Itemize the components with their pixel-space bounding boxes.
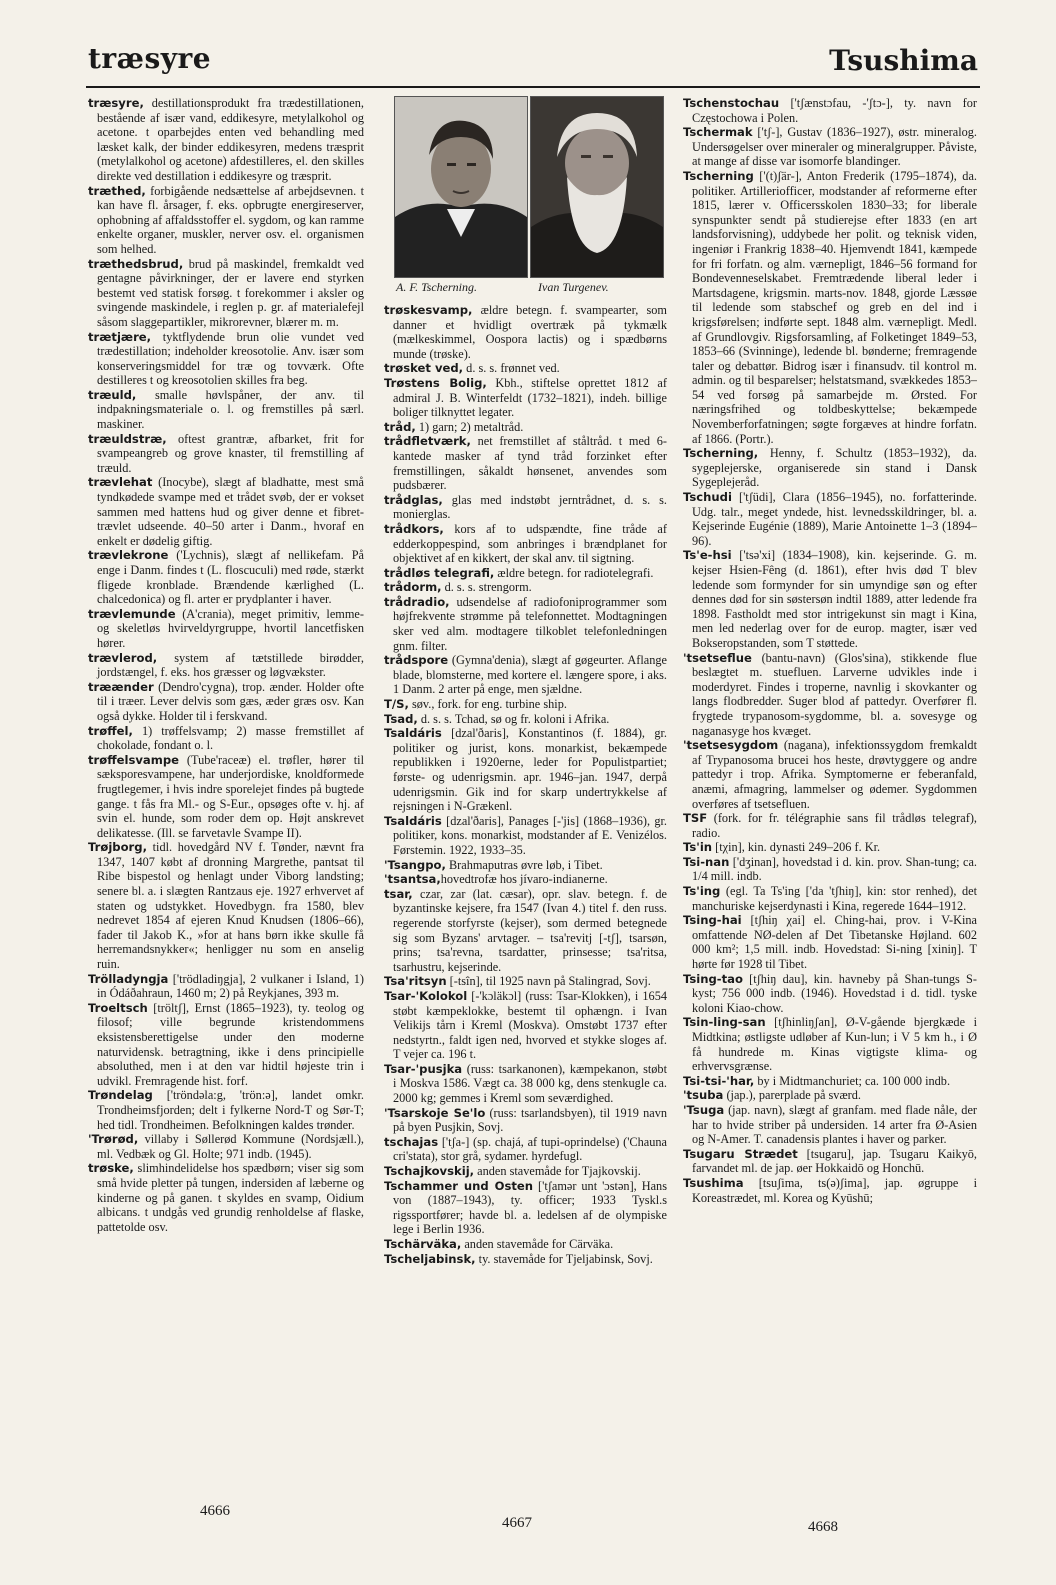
entry-definition: (bantu-navn) (Glos'sina), stikkende flue beslægtet m. stuefluen. Larverne udvikles inde i moderdyret. Findes i troperne, navnlig i skovkanter og langs flodbredder. Suger blod af pattedyr. Overfører fl. frygtede trypanosom-sygdomme, bl. a. sovesyge og naganasyge hos kvæget.: [692, 650, 977, 738]
entry-definition: slimhindelidelse hos spædbørn; viser sig som små hvide pletter på tungen, indersiden af læberne og kinderne og på ganen. t skyldes en svamp, Oidium albicans. t undgås ved grundig renholdelse af flaske, pattetolde osv.: [97, 1161, 364, 1234]
entry-headword: trådspore: [384, 653, 449, 668]
entry-definition: (jap.), parerplade på sværd.: [723, 1088, 861, 1103]
entry-headword: Tsugaru Strædet: [683, 1146, 798, 1161]
dictionary-entry: [683, 446, 977, 490]
dictionary-entry: [88, 753, 364, 841]
dictionary-entry: [683, 490, 977, 548]
entry-definition: (egl. Ta Ts'ing ['da 'tʃhiŋ], kin: stor renhed), det manchuriske kejserdynasti i Kina, regerede 1644–1912.: [692, 884, 977, 913]
entry-headword: Tsing-tao: [683, 971, 743, 986]
entry-definition: forbigående nedsættelse af arbejdsevnen. t kan have fl. årsager, f. eks. opbrugte energireserver, ophobning af affaldsstoffer el. sygdom, og kan ramme enkelte organer, muskler, nerver osv. el. organismen som helhed.: [97, 183, 364, 256]
entry-headword: Tsar-'Kolokol: [384, 988, 468, 1003]
entry-headword: trævlehat: [88, 475, 153, 490]
entry-headword: Troeltsch: [88, 1000, 148, 1015]
page-number-right: 4668: [808, 1519, 838, 1535]
entry-definition: tyktflydende brun olie vundet ved trædestillation; indeholder kreosotolie. Anv. især som konserveringsmiddel for træ og tovværk. Ofte destilleres t og kreosotolien skilles fra beg.: [97, 329, 364, 388]
dictionary-entry: [384, 697, 667, 712]
entry-headword: Tschärväka,: [384, 1237, 462, 1251]
dictionary-entry: [384, 493, 667, 522]
dictionary-entry: [88, 330, 364, 388]
entry-headword: 'Tsangpo,: [384, 857, 446, 872]
entry-definition: 1) garn; 2) metaltråd.: [415, 419, 524, 434]
column-3: [683, 96, 977, 1491]
entry-headword: 'Tsarskoje Se'lo: [384, 1105, 486, 1120]
entry-headword: Tschenstochau: [683, 96, 780, 110]
entry-definition: (russ: tsarlandsbyen), til 1919 navn på byen Pusjkin, Sovj.: [393, 1105, 667, 1135]
page-number-middle: 4667: [502, 1515, 532, 1531]
dictionary-entry: [683, 169, 977, 446]
dictionary-entry: [683, 811, 977, 840]
dictionary-entry: [88, 475, 364, 548]
entry-headword: Trøjborg,: [88, 840, 147, 855]
dictionary-entry: [88, 257, 364, 330]
entry-headword: Tsad,: [384, 711, 418, 726]
dictionary-entry: [683, 1103, 977, 1147]
entry-definition: [tsugaru], jap. Tsugaru Kaikyō, farvandet ml. de jap. øer Hokkaidō og Honchū.: [692, 1146, 977, 1176]
entry-definition: ['tʃænstɔfau, -'ʃtɔ-], ty. navn for Częstochowa i Polen.: [692, 96, 977, 125]
entry-definition: (Inocybe), slægt af bladhatte, mest små tyndkødede svampe med et trådet svøb, der er vokset sammen med hattens hud og giver denne et fibret-trævlet udseende. 40–50 arter i Danm., hvoraf en enkelt er dødelig giftig.: [97, 475, 364, 548]
entry-definition: brud på maskindel, fremkaldt ved gentagne påvirkninger, der er lavere end styrken bestemt ved statisk forsøg. t forekommer i aksler og svingende maskindele, i reglen p. gr. af materialefejl såsom slaggepartikler, mikrorevner, blærer m. m.: [97, 256, 364, 329]
entry-definition: [tröltʃ], Ernst (1865–1923), ty. teolog og filosof; ville begrunde kristendommens eksistensberettigelse under den moderne naturvidensk. betragtning, ikke i dens principielle absoluthed, men i at den var hidtil højeste trin i udvikl. Fremragende hist. forf.: [97, 1000, 364, 1088]
dictionary-entry: [88, 607, 364, 651]
dictionary-entry: [88, 680, 364, 724]
dictionary-entry: [384, 872, 667, 887]
entry-definition: (A'crania), meget primitiv, lemme- og skeletløs hvirveldyrgruppe, hvortil lancetfisken hører.: [97, 606, 364, 650]
column-2: [384, 96, 667, 1491]
dictionary-entry: [683, 651, 977, 739]
entry-headword: trøffel,: [88, 723, 133, 738]
entry-definition: ['(t)ʃär-], Anton Frederik (1795–1874), da. politiker. Artilleriofficer, modstander af reformerne efter 1815, lærer v. Officersskolen 1830–33; for liberale synspunkter sendt på studierejse efter 1833 (en art landsforvisning), uddybede her polit. og teknisk viden, ingeniør i Frankrig 1838–40. Hjemvendt 1841, kæmpede for fri forfatn. og alm. værnepligt, 1846–56 formand for Bondevenneselskabet. Fremtrædende liberal leder i Martsdagene, krigsmin. marts-nov. 1848, gjorde Læssøe til ledende som stabschef og greb en del ind i krigsførelsen; indførte sept. 1848 alm. værnepligt. Medl. af Grundlovgiv. Rigsforsamling, af Folketinget 1849–53, 1853–66 (Svinninge), ledende bl. bønderne; fremragende taler og debattør. Bidrog især i finansudv. til kontrol m. admin. og til besparelser; helstatsmand, svækkedes 1853–54 ved forsøg på samarbejde m. Ørsted. For næringsfrihed og toldbeskyttelse; bekæmpede Novemberforfatningen; søgte forgæves at hindre forfatn. af 1866. (Portr.).: [692, 168, 977, 446]
portrait-figure: [384, 96, 667, 299]
running-head-left: træsyre: [88, 42, 212, 75]
entry-headword: trøffelsvampe: [88, 752, 179, 767]
entry-headword: TSF: [683, 811, 708, 826]
entry-headword: Tsushima: [683, 1175, 744, 1190]
entry-headword: Tsaldáris: [384, 813, 442, 828]
dictionary-entry: [88, 96, 364, 184]
entry-headword: Tscherning,: [683, 446, 759, 461]
entry-headword: træthed,: [88, 183, 146, 198]
entry-headword: Tschajkovskij,: [384, 1164, 475, 1179]
entry-headword: tschajas: [384, 1134, 439, 1149]
dictionary-entry: [384, 1164, 667, 1179]
dictionary-entry: [384, 726, 667, 814]
entry-headword: Tsin-ling-san: [683, 1015, 766, 1030]
caption-tscherning: A. F. Tscherning.: [396, 280, 478, 294]
entry-headword: Ts'in: [683, 840, 713, 855]
entry-headword: Tsaldáris: [384, 726, 442, 741]
entry-headword: trævlemunde: [88, 606, 176, 621]
entry-headword: Tscheljabinsk,: [384, 1251, 476, 1266]
entry-definition: [tʃhinliŋʃan], Ø-V-gående bjergkæde i Midtkina; østligste udløber af Kun-lun; i V 5 km h., i Ø få hundrede m. Kinas vigtigste klima- og erhvervsgrænse.: [692, 1015, 977, 1074]
portrait-turgenev: [530, 96, 664, 278]
dictionary-entry: [683, 1088, 977, 1103]
dictionary-entry: [88, 388, 364, 432]
entry-headword: trøskesvamp,: [384, 303, 473, 317]
entry-definition: anden stavemåde for Tjajkovskij.: [474, 1164, 641, 1179]
entry-definition: system af tætstillede birødder, jordstængel, f. eks. hos græsser og løgvækster.: [97, 650, 364, 680]
dictionary-entry: [384, 361, 667, 376]
dictionary-entry: [683, 738, 977, 811]
dictionary-entry: [384, 989, 667, 1062]
dictionary-entry: [384, 1135, 667, 1164]
entry-definition: Henny, f. Schultz (1853–1932), da. sygeplejerske, organiserede sin stand i Dansk Sygeplejeråd.: [692, 446, 977, 490]
dictionary-entry: [384, 420, 667, 435]
dictionary-entry: [384, 814, 667, 858]
entry-definition: smalle høvlspåner, der anv. til indpakningsmateriale o. l. og fremstilles på særl. maskiner.: [97, 387, 364, 432]
entry-headword: Tsi-tsi-'har,: [683, 1073, 755, 1088]
entry-definition: [-'kɔläkɔl] (russ: Tsar-Klokken), i 1654 støbt kæmpeklokke, bestemt til ophængn. i Ivan Velikijs tårn i Kreml (Moskva). Omstøbt 1737 efter nedstyrtn., faldt igen ned, hvorved et stykke sloges af. T vejer ca. 196 t.: [393, 988, 667, 1062]
entry-definition: by i Midtmanchuriet; ca. 100 000 indb.: [754, 1073, 951, 1088]
entry-definition: destillationsprodukt fra trædestillationen, bestående af især vand, eddikesyre, metylalkohol og acetone. t oparbejdes enten ved behandling med læsket kalk, der binder eddikesyren, medens træsprit (metylalkohol og acetone) afdestilleres, el. den skilles direkte ved destillation i eddikesyre og træsprit.: [97, 96, 364, 183]
dictionary-entry: [384, 376, 667, 420]
column-1: [88, 96, 364, 1491]
entry-definition: czar, zar (lat. cæsar), opr. slav. betegn. f. de byzantinske kejsere, fra 1547 (Ivan 4.) titel f. den russ. regerende storfyrste (kejser), som dermed betegnede sig som Byzans' arvtager. – tsa'revitj [-tʃ], tsarsøn, prins; tsa'revna, tsardatter, prinsesse; tsa'ritsa, tsarhustru, kejserinde.: [393, 886, 667, 974]
dictionary-entry: [384, 522, 667, 566]
entry-headword: trådkors,: [384, 521, 444, 536]
entry-headword: trådløs telegrafi,: [384, 565, 495, 580]
entry-headword: Tsar-'pusjka: [384, 1061, 463, 1076]
dictionary-entry: [88, 724, 364, 753]
dictionary-entry: [683, 855, 977, 884]
entry-definition: (Gymna'denia), slægt af gøgeurter. Aflange blade, blomsterne, med kortere el. længere spore, i aks. 1 Danm. 2 arter på enge, men sjældne.: [393, 653, 667, 697]
entry-definition: ['tʃ-], Gustav (1836–1927), østr. mineralog. Undersøgelser over mineraler og mineralgrupper. Påviste, at mange af disse var isomorfe blandinger.: [692, 125, 977, 169]
entry-headword: trævlerod,: [88, 650, 158, 665]
entry-headword: 'tsantsa,: [384, 872, 441, 887]
portrait-tscherning: [394, 96, 528, 278]
dictionary-entry: [683, 548, 977, 650]
dictionary-entry: [88, 1001, 364, 1089]
dictionary-entry: [683, 1176, 977, 1205]
dictionary-entry: [384, 712, 667, 727]
dictionary-entry: [88, 972, 364, 1001]
entry-definition: ['trödladiŋgja], 2 vulkaner i Island, 1) in Ódáðahraun, 1460 m; 2) på Reykjanes, 393 m.: [97, 971, 364, 1001]
entry-headword: træsyre,: [88, 96, 144, 110]
dictionary-entry: [88, 840, 364, 971]
entry-headword: trætjære,: [88, 329, 152, 344]
entry-definition: 1) trøffelsvamp; 2) masse fremstillet af chokolade, fondant o. l.: [97, 723, 364, 753]
entry-headword: Ts'e-hsi: [683, 548, 732, 563]
entry-headword: trøske,: [88, 1161, 134, 1176]
entry-definition: villaby i Søllerød Kommune (Nordsjæll.), ml. Vedbæk og Gl. Holte; 971 indb. (1945).: [97, 1132, 364, 1161]
entry-headword: Tschammer und Osten: [384, 1178, 534, 1193]
entry-definition: (Tube'raceæ) el. trøfler, hører til sæksporesvampene, har underjordiske, knoldformede frugtlegemer, i hvis indre sporelejet findes på bugtede gange. t fås fra Ml.- og S-Eur., opsøges ofte v. hj. af svin el. hunde, som roder dem op. Højt anskrevet delikatesse. (Ill. se farvetavle Svampe II).: [97, 752, 364, 840]
dictionary-entry: [384, 974, 667, 989]
entry-headword: 'Tsuga: [683, 1102, 725, 1117]
entry-definition: [dzal'ðaris], Panages [-'jis] (1868–1936), gr. politiker, kons. monarkist, modstander af E. Venizélos. Førstemin. 1922, 1933–35.: [393, 813, 667, 857]
entry-definition: [tʃhiŋ χai] el. Ching-hai, prov. i V-Kina omfattende NØ-delen af Det Tibetanske Højland. 602 000 km²; 1,5 mill. indb. Hovedstad: Si-ning [xiniŋ]. T hørte før 1928 til Tibet.: [692, 913, 977, 972]
entry-definition: kors af to udspændte, fine tråde af edderkoppespind, som anbringes i brændplanet for objektivet af en kikkert, der skal anv. til sigtning.: [393, 521, 667, 566]
entry-headword: trådradio,: [384, 594, 450, 609]
entry-headword: tråd,: [384, 419, 416, 434]
header-rule: [86, 86, 980, 88]
entry-definition: ty. stavemåde for Tjeljabinsk, Sovj.: [475, 1251, 653, 1266]
entry-headword: træthedsbrud,: [88, 256, 184, 271]
entry-headword: 'tsuba: [683, 1088, 724, 1103]
entry-headword: Tsing-hai: [683, 913, 742, 928]
dictionary-entry: [683, 913, 977, 971]
entry-definition: ['tʃa-] (sp. chajá, af tupi-oprindelse) ('Chauna cri'stata), stor grå, sydamer. hyrdefugl.: [393, 1134, 667, 1164]
entry-headword: trådglas,: [384, 492, 443, 507]
entry-headword: T/S,: [384, 697, 409, 712]
entry-headword: Trøstens Bolig,: [384, 375, 487, 390]
entry-definition: søv., fork. for eng. turbine ship.: [408, 697, 567, 712]
entry-definition: (nagana), infektionssygdom fremkaldt af Trypanosoma brucei hos heste, drøvtyggere og andre pattedyr i trop. Afrika. Symptomerne er feberanfald, anæmi, afmagring, lammelser og ødemer. Sygdommen overføres af tsetsefluen.: [692, 738, 977, 811]
dictionary-entry: [683, 1147, 977, 1176]
entry-definition: anden stavemåde for Cärväka.: [461, 1237, 614, 1251]
entry-definition: udsendelse af radiofoniprogrammer som højfrekvente strømme på telefonnettet. Modtagningen sker ved alm. modtagere tilkoblet telefonledningen gnm. filter.: [393, 594, 667, 653]
dictionary-entry: [88, 651, 364, 680]
entry-headword: Trøndelag: [88, 1088, 153, 1103]
entry-definition: (russ: tsarkanonen), kæmpekanon, støbt i Moskva 1586. Vægt ca. 38 000 kg, dens stenkugle ca. 2000 kg; gemmes i Kreml som seværdighed.: [393, 1061, 667, 1106]
entry-definition: ['tsə'xi] (1834–1908), kin. kejserinde. G. m. kejser Hsien-Fêng (d. 1861), efter hvis død T blev ledende som formynder for sin umyndige søn og efter dennes død for sin søstersøn indtil 1889, atter ledende fra 1898. Fastholdt med stor intrigekunst sin magt i Kina, men led nederlag over for de europ. magter, især ved Bokseropstanden, som T støttede.: [692, 548, 977, 650]
entry-definition: (Dendro'cygna), trop. ænder. Holder ofte til i træer. Lever delvis som gæs, æder græs osv. Kan også dykke. Holder til i ferskvand.: [97, 679, 364, 723]
entry-headword: 'Trørød,: [88, 1132, 139, 1147]
entry-definition: [tsuʃima, ts(ə)ʃima], jap. øgruppe i Koreastrædet, ml. Korea og Kyūshū;: [692, 1175, 977, 1205]
dictionary-entry: [683, 1015, 977, 1073]
entry-definition: ['tʃamər unt 'ɔstən], Hans von (1887–1943), ty. officer; 1933 Tyskl.s rigssportfører; havde bl. a. ledelsen af de olympiske lege i Berlin 1936.: [393, 1178, 667, 1237]
dictionary-entry: [384, 434, 667, 492]
entry-definition: [tʃhiŋ dau], kin. havneby på Shan-tungs S-kyst; 756 000 indb. (1946). Hovedstad i d. tidl. tyske koloni Kiao-chow.: [692, 971, 977, 1015]
entry-headword: træuldstræ,: [88, 431, 167, 446]
entry-headword: 'tsetsesygdom: [683, 738, 779, 753]
dictionary-entry: [384, 595, 667, 653]
dictionary-entry: [683, 1074, 977, 1089]
entry-definition: tidl. hovedgård NV f. Tønder, nævnt fra 1347, 1407 købt af dronning Margrethe, pantsat til Ribe bispestol og henlagt under Viborg landsting; senere bl. a. i slægten Rantzaus eje. 1927 erhvervet af staten og udstykket. Hovedbygn. fra 1580, blev nedrevet 1854 af ejeren Knud Knudsen (1806–66), fader til Jakob K., »for at hans børn ikke skulle få herremandsnykker«; henligger nu som en anselig ruin.: [97, 840, 364, 972]
entry-headword: trådorm,: [384, 580, 442, 595]
entry-definition: Kbh., stiftelse oprettet 1812 af admiral J. B. Winterfeldt (1732–1821), indeh. billige boliger tilknyttet legater.: [393, 375, 667, 420]
dictionary-entry: [683, 972, 977, 1016]
entry-headword: 'tsetseflue: [683, 650, 752, 665]
entry-definition: ['tʃüdi], Clara (1856–1945), no. forfatterinde. Udg. talr., meget yndede, hist. levnedsskildringer, bl. a. Kejserinde Eugénie (1889), Marie Antoinette 1–3 (1894–96).: [692, 490, 977, 548]
entry-definition: oftest grantræ, afbarket, frit for svampeangreb og grove knaster, til fremstilling af træuld.: [97, 431, 364, 475]
dictionary-entry: [384, 566, 667, 581]
dictionary-entry: [683, 840, 977, 855]
column-2-entries: [384, 303, 667, 1266]
entry-headword: Tschudi: [683, 490, 732, 505]
entry-definition: d. s. s. strengorm.: [441, 580, 532, 595]
entry-definition: hovedtrofæ hos jívaro-indianerne.: [440, 872, 608, 887]
entry-definition: ældre betegn. for radiotelegrafi.: [494, 565, 654, 580]
entry-headword: Tsi-nan: [683, 854, 730, 869]
entry-headword: Ts'ing: [683, 884, 721, 899]
dictionary-entry: [88, 548, 364, 606]
entry-definition: ('Lychnis), slægt af nellikefam. På enge i Danm. findes t (L. floscuculi) med røde, stærkt fligede kronblade. Brændende kærlighed (L. chalcedonica) og fl. arter er prydplanter i haver.: [97, 548, 364, 607]
entry-headword: træuld,: [88, 387, 137, 402]
entry-definition: ældre betegn. f. svampearter, som danner et hvidligt overtræk på tykmælk (mælkeskimmel, Oospora lactis) og i spædbørns munde (trøske).: [393, 303, 667, 361]
entry-definition: [-tsîn], til 1925 navn på Stalingrad, Sovj.: [446, 974, 651, 989]
entry-definition: [tχin], kin. dynasti 249–206 f. Kr.: [712, 840, 881, 855]
entry-definition: d. s. s. Tchad, sø og fr. koloni i Afrika.: [417, 711, 610, 726]
entry-definition: d. s. s. frønnet ved.: [463, 361, 560, 376]
entry-definition: net fremstillet af ståltråd. t med 6-kantede masker af tynd tråd forzinket efter fremstillingen, såkaldt hønsenet, anvendes som pudsbærer.: [393, 434, 667, 493]
dictionary-entry: [384, 1106, 667, 1135]
dictionary-entry: [88, 1088, 364, 1132]
dictionary-entry: [88, 184, 364, 257]
page-number-left: 4666: [200, 1503, 230, 1519]
entry-headword: Trölladyngja: [88, 971, 169, 986]
dictionary-entry: [88, 432, 364, 476]
dictionary-entry: [88, 1132, 364, 1161]
entry-definition: ['tröndəla:g, 'trön:ə], landet omkr. Trondheimsfjorden; delt i fylkerne Nord-T og Sør-T; hed tidl. Trondheimen. Befolkningen kaldes trønder.: [97, 1088, 364, 1132]
dictionary-entry: [384, 653, 667, 697]
entry-definition: (fork. for fr. télégraphie sans fil trådløs telegraf), radio.: [692, 811, 977, 840]
entry-headword: tsar,: [384, 886, 413, 901]
dictionary-entry: [384, 303, 667, 361]
caption-turgenev: Ivan Turgenev.: [538, 280, 609, 294]
dictionary-entry: [384, 1179, 667, 1237]
entry-headword: Tscherning: [683, 168, 754, 183]
entry-headword: trådfletværk,: [384, 434, 471, 449]
entry-definition: (jap. navn), slægt af granfam. med flade nåle, der har to hvide striber på undersiden. 14 arter fra Ø-Asien og N-Amer. T. canadensis plantes i haver og parker.: [692, 1102, 977, 1147]
dictionary-entry: [683, 884, 977, 913]
dictionary-entry: [384, 887, 667, 975]
dictionary-entry: [384, 858, 667, 873]
dictionary-entry: [683, 96, 977, 125]
entry-definition: Brahmaputras øvre løb, i Tibet.: [445, 857, 603, 872]
entry-definition: glas med indstøbt jerntrådnet, d. s. s. monierglas.: [393, 492, 667, 522]
dictionary-entry: [384, 1062, 667, 1106]
entry-definition: ['dʒinan], hovedstad i d. kin. prov. Shan-tung; ca. 1/4 mill. indb.: [692, 854, 977, 884]
dictionary-entry: [384, 1252, 667, 1267]
entry-headword: trøsket ved,: [384, 361, 464, 376]
dictionary-entry: [384, 1237, 667, 1252]
entry-headword: trævlekrone: [88, 548, 169, 563]
entry-headword: Tsa'ritsyn: [384, 974, 447, 989]
dictionary-entry: [88, 1161, 364, 1234]
dictionary-entry: [384, 580, 667, 595]
entry-headword: Tschermak: [683, 125, 753, 140]
entry-headword: træænder: [88, 679, 154, 694]
entry-definition: [dzal'ðaris], Konstantinos (f. 1884), gr. politiker og jurist, kons. monarkist, bekæmpede republikken i 1920erne, leder for Populistpartiet; første- og udenrigsmin. apr. 1946–jan. 1947, derpå udenrigsmin. Gik ind for skarp undertrykkelse af rejsningen i N-Grækenl.: [393, 726, 667, 814]
dictionary-entry: [683, 125, 977, 169]
running-head-right: Tsushima: [829, 44, 978, 77]
